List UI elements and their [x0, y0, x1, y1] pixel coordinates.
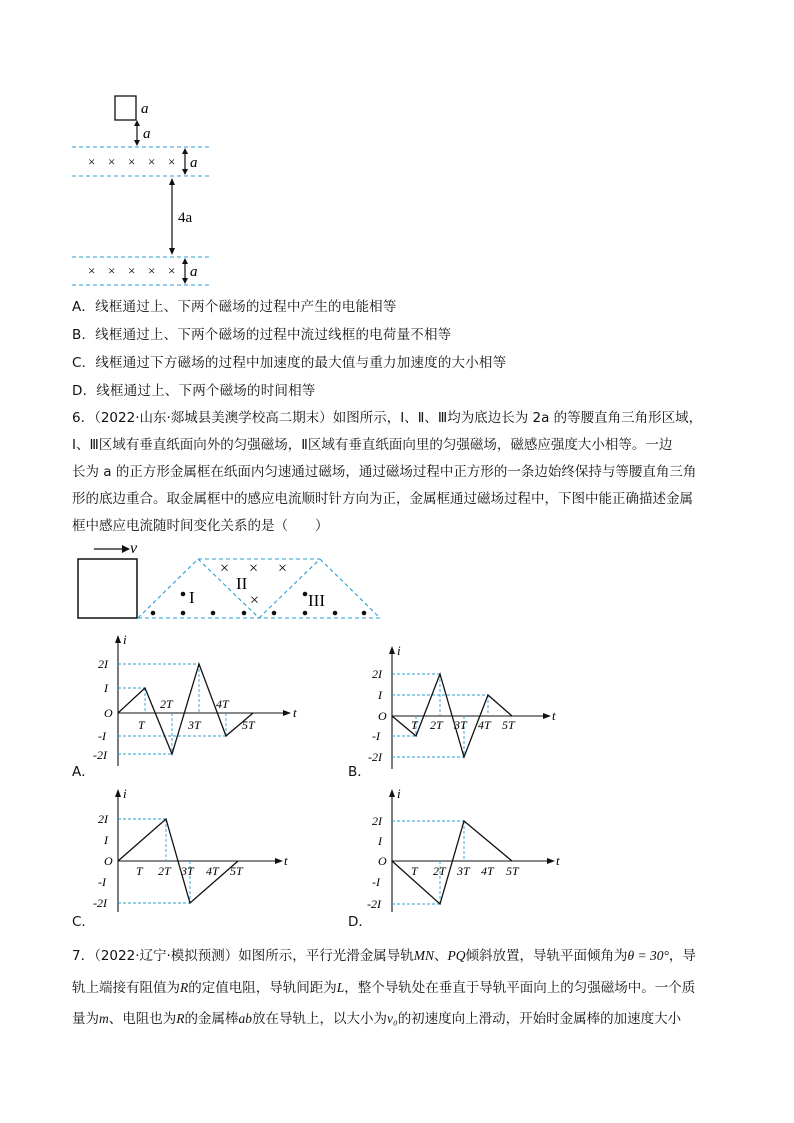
svg-text:4T: 4T [481, 864, 494, 878]
field-bottom-crosses [88, 263, 175, 278]
region-2-label: II [236, 574, 248, 593]
svg-text:×: × [168, 154, 176, 169]
svg-text:2I: 2I [98, 812, 108, 826]
metal-frame [78, 559, 137, 618]
svg-text:I: I [104, 681, 108, 695]
graph-a-label: A． [72, 764, 95, 780]
svg-text:O: O [104, 706, 113, 720]
svg-text:T: T [411, 718, 418, 732]
svg-text:2T: 2T [433, 864, 446, 878]
q7-line-3: 量为m、电阻也为R的金属棒ab放在导轨上，以大小为v₀的初速度向上滑动，开始时金属棒的加速度大小 [72, 1011, 682, 1027]
svg-text:2T: 2T [430, 718, 443, 732]
svg-text:-I: -I [98, 875, 106, 889]
svg-text:i: i [397, 643, 401, 658]
svg-text:T: T [138, 718, 145, 732]
svg-text:-I: -I [372, 729, 380, 743]
svg-text:i: i [123, 786, 127, 801]
svg-text:5T: 5T [506, 864, 519, 878]
field-top-crosses [88, 154, 175, 169]
loop-side-label: a [141, 101, 149, 117]
svg-text:-2I: -2I [368, 750, 382, 764]
svg-text:-2I: -2I [367, 897, 381, 911]
figure-loop-and-fields [70, 92, 220, 287]
option-c: C．线框通过下方磁场的过程中加速度的最大值与重力加速度的大小相等 [72, 355, 507, 371]
q6-line-5: 框中感应电流随时间变化关系的是（ ） [72, 518, 329, 534]
svg-text:×: × [278, 560, 288, 577]
svg-text:3T: 3T [181, 864, 194, 878]
svg-text:-2I: -2I [93, 748, 107, 762]
svg-text:×: × [128, 263, 136, 278]
option-b: B．线框通过上、下两个磁场的过程中流过线框的电荷量不相等 [72, 327, 452, 343]
option-a: A．线框通过上、下两个磁场的过程中产生的电能相等 [72, 299, 397, 315]
q6-line-1: 6．（2022·山东·郯城县美澳学校高二期末）如图所示，Ⅰ、Ⅱ、Ⅲ均为底边长为 2a 的等腰直角三角形区域， [72, 410, 703, 426]
svg-text:4T: 4T [216, 697, 229, 711]
svg-text:5T: 5T [502, 718, 515, 732]
gap-label: a [143, 126, 151, 142]
q6-line-4: 形的底边重合。取金属框中的感应电流顺时针方向为正，金属框通过磁场过程中，下图中能正确描述金属 [72, 491, 693, 507]
svg-text:2I: 2I [372, 814, 382, 828]
svg-text:2I: 2I [372, 667, 382, 681]
graph-d-label: D． [348, 914, 372, 930]
square-loop [115, 96, 136, 120]
figure-triangle-regions [74, 540, 384, 622]
field-top-width-label: a [190, 155, 198, 171]
svg-text:I: I [104, 833, 108, 847]
svg-text:5T: 5T [242, 718, 255, 732]
svg-text:2T: 2T [158, 864, 171, 878]
graph-d [366, 786, 576, 916]
region-1-label: I [189, 588, 195, 607]
triangle-outlines [138, 559, 380, 618]
region-3-label: III [308, 591, 325, 610]
svg-text:i: i [123, 632, 127, 647]
svg-text:3T: 3T [457, 864, 470, 878]
svg-text:t: t [556, 853, 560, 868]
svg-text:-2I: -2I [93, 896, 107, 910]
q6-line-2: Ⅰ、Ⅲ区域有垂直纸面向外的匀强磁场，Ⅱ区域有垂直纸面向里的匀强磁场，磁感应强度大小相等。一边 [72, 437, 673, 453]
graph-b-label: B． [348, 764, 371, 780]
graph-a-curve [118, 664, 253, 754]
field-bottom-width-label: a [190, 264, 198, 280]
option-d: D．线框通过上、下两个磁场的时间相等 [72, 383, 316, 399]
graph-c [90, 786, 300, 916]
svg-text:×: × [168, 263, 176, 278]
svg-text:4T: 4T [478, 718, 491, 732]
svg-text:O: O [104, 854, 113, 868]
svg-text:-I: -I [372, 875, 380, 889]
svg-text:t: t [552, 708, 556, 723]
svg-text:O: O [378, 854, 387, 868]
svg-text:T: T [411, 864, 418, 878]
velocity-label: v [130, 540, 138, 557]
svg-text:×: × [249, 560, 259, 577]
svg-text:×: × [88, 154, 96, 169]
q6-line-3: 长为 a 的正方形金属框在纸面内匀速通过磁场，通过磁场过程中正方形的一条边始终保持与等腰直角三角 [72, 464, 697, 480]
region-2-crosses [220, 560, 287, 609]
svg-text:×: × [220, 560, 230, 577]
svg-text:I: I [378, 688, 382, 702]
svg-text:×: × [88, 263, 96, 278]
svg-text:4T: 4T [206, 864, 219, 878]
svg-text:×: × [108, 154, 116, 169]
svg-text:-I: -I [98, 729, 106, 743]
svg-text:3T: 3T [188, 718, 201, 732]
graph-c-label: C． [72, 914, 95, 930]
q7-line-2: 轨上端接有阻值为R的定值电阻，导轨间距为L，整个导轨处在垂直于导轨平面向上的匀强磁场中。一个质 [72, 980, 696, 996]
svg-text:i: i [397, 786, 401, 801]
graph-b [368, 643, 568, 773]
q7-line-1: 7．（2022·辽宁·模拟预测）如图所示，平行光滑金属导轨MN、PQ倾斜放置，导轨平面倾角为θ = 30°，导 [72, 948, 696, 964]
svg-text:×: × [108, 263, 116, 278]
svg-text:t: t [293, 705, 297, 720]
svg-text:T: T [136, 864, 143, 878]
svg-text:×: × [128, 154, 136, 169]
svg-text:3T: 3T [454, 718, 467, 732]
svg-text:×: × [148, 154, 156, 169]
svg-text:5T: 5T [230, 864, 243, 878]
svg-text:I: I [378, 834, 382, 848]
svg-text:O: O [378, 709, 387, 723]
svg-text:2T: 2T [160, 697, 173, 711]
svg-text:2I: 2I [98, 657, 108, 671]
svg-text:×: × [250, 592, 260, 609]
svg-text:×: × [148, 263, 156, 278]
graph-d-curve [392, 821, 512, 904]
graph-a [90, 632, 310, 772]
svg-text:t: t [284, 853, 288, 868]
field-gap-label: 4a [178, 210, 193, 226]
